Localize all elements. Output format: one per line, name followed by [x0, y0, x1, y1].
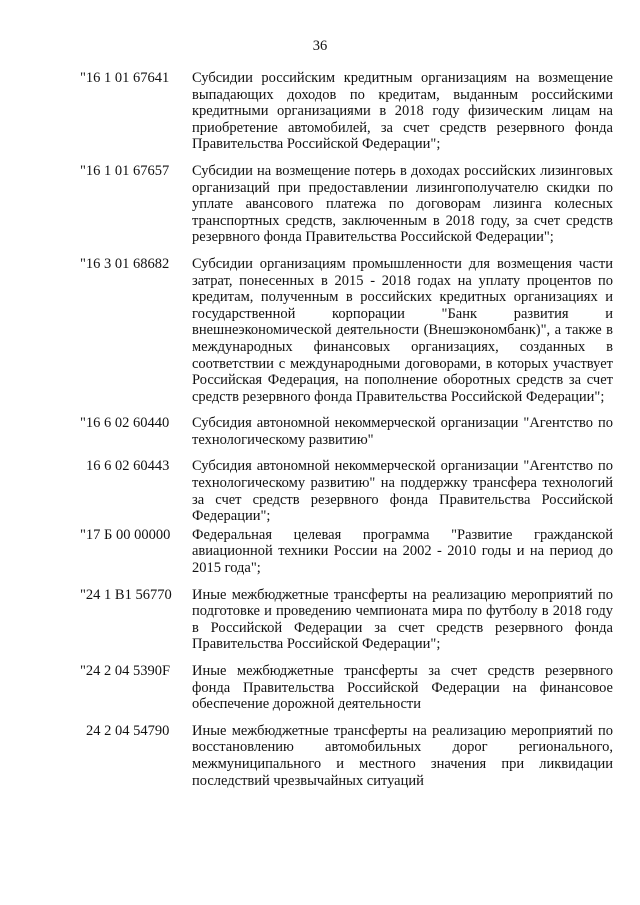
classification-description: Иные межбюджетные трансферты за счет средств резервного фонда Правительства Российской Федерации на финансовое обеспечение дорожной деятельности: [192, 663, 613, 713]
classification-code: "16 3 01 68682: [80, 255, 170, 272]
classification-description: Иные межбюджетные трансферты на реализацию мероприятий по подготовке и проведению чемпионата мира по футболу в 2018 году в Российской Федерации за счет средств резервного фонда Правительства Российской Федерации";: [192, 586, 613, 653]
classification-code: "24 2 04 5390F: [80, 663, 171, 679]
classification-code: 16 6 02 60443: [86, 458, 170, 475]
classification-description: Федеральная целевая программа "Развитие гражданской авиационной техники России на 2002 - 2010 годы и на период до 2015 года";: [192, 526, 613, 577]
list-item: [80, 163, 613, 246]
classification-code: "17 Б 00 00000: [80, 526, 171, 543]
classification-description: Субсидии организациям промышленности для возмещения части затрат, понесенных в 2015 - 2018 годах на уплату процентов по кредитам, полученным в российских кредитных организациях и государственной корпорации "Банк развития и внешнеэкономической деятельности (Внешэкономбанк)", а также в международных финансовых организациях, созданных в соответствии с международными договорами, в которых участвует Российская Федерация, на пополнение оборотных средств за счет средств резервного фонда Правительства Российской Федерации";: [192, 255, 613, 405]
classification-description: Субсидии российским кредитным организациям на возмещение выпадающих доходов по кредитам, выданным российскими кредитными организациями в 2018 году физическим лицам на приобретение автомобилей, за счет средств резервного фонда Правительства Российской Федерации";: [192, 70, 613, 153]
page-number: 36: [312, 38, 328, 54]
classification-description: Субсидия автономной некоммерческой организации "Агентство по технологическому развитию": [192, 415, 613, 448]
classification-description: Иные межбюджетные трансферты на реализацию мероприятий по восстановлению автомобильных дорог регионального, межмуниципального и местного значения при ликвидации последствий чрезвычайных ситуаций: [192, 722, 613, 789]
classification-code: "24 1 В1 56770: [80, 586, 172, 603]
classification-code: 24 2 04 54790: [86, 722, 170, 739]
classification-code: "16 1 01 67641: [80, 70, 170, 86]
classification-code: "16 6 02 60440: [80, 415, 170, 432]
classification-code: "16 1 01 67657: [80, 162, 170, 179]
list-item: [80, 663, 613, 713]
list-item: [80, 70, 613, 153]
list-item: [80, 458, 613, 524]
list-item: [80, 415, 613, 448]
classification-description: Субсидия автономной некоммерческой организации "Агентство по технологическому развитию" на поддержку трансфера технологий за счет средств резервного фонда Правительства Российской Федерации";: [192, 458, 613, 525]
list-item: [80, 587, 613, 653]
classification-description: Субсидии на возмещение потерь в доходах российских лизинговых организаций при предоставлении лизингополучателю скидки по уплате авансового платежа по договорам лизинга колесных транспортных средств, заключенным в 2018 году, за счет средств резервного фонда Правительства Российской Федерации";: [192, 162, 613, 246]
list-item: [80, 723, 613, 789]
list-item: [80, 527, 613, 577]
list-item: [80, 256, 613, 405]
budget-classification-list: [80, 70, 613, 799]
